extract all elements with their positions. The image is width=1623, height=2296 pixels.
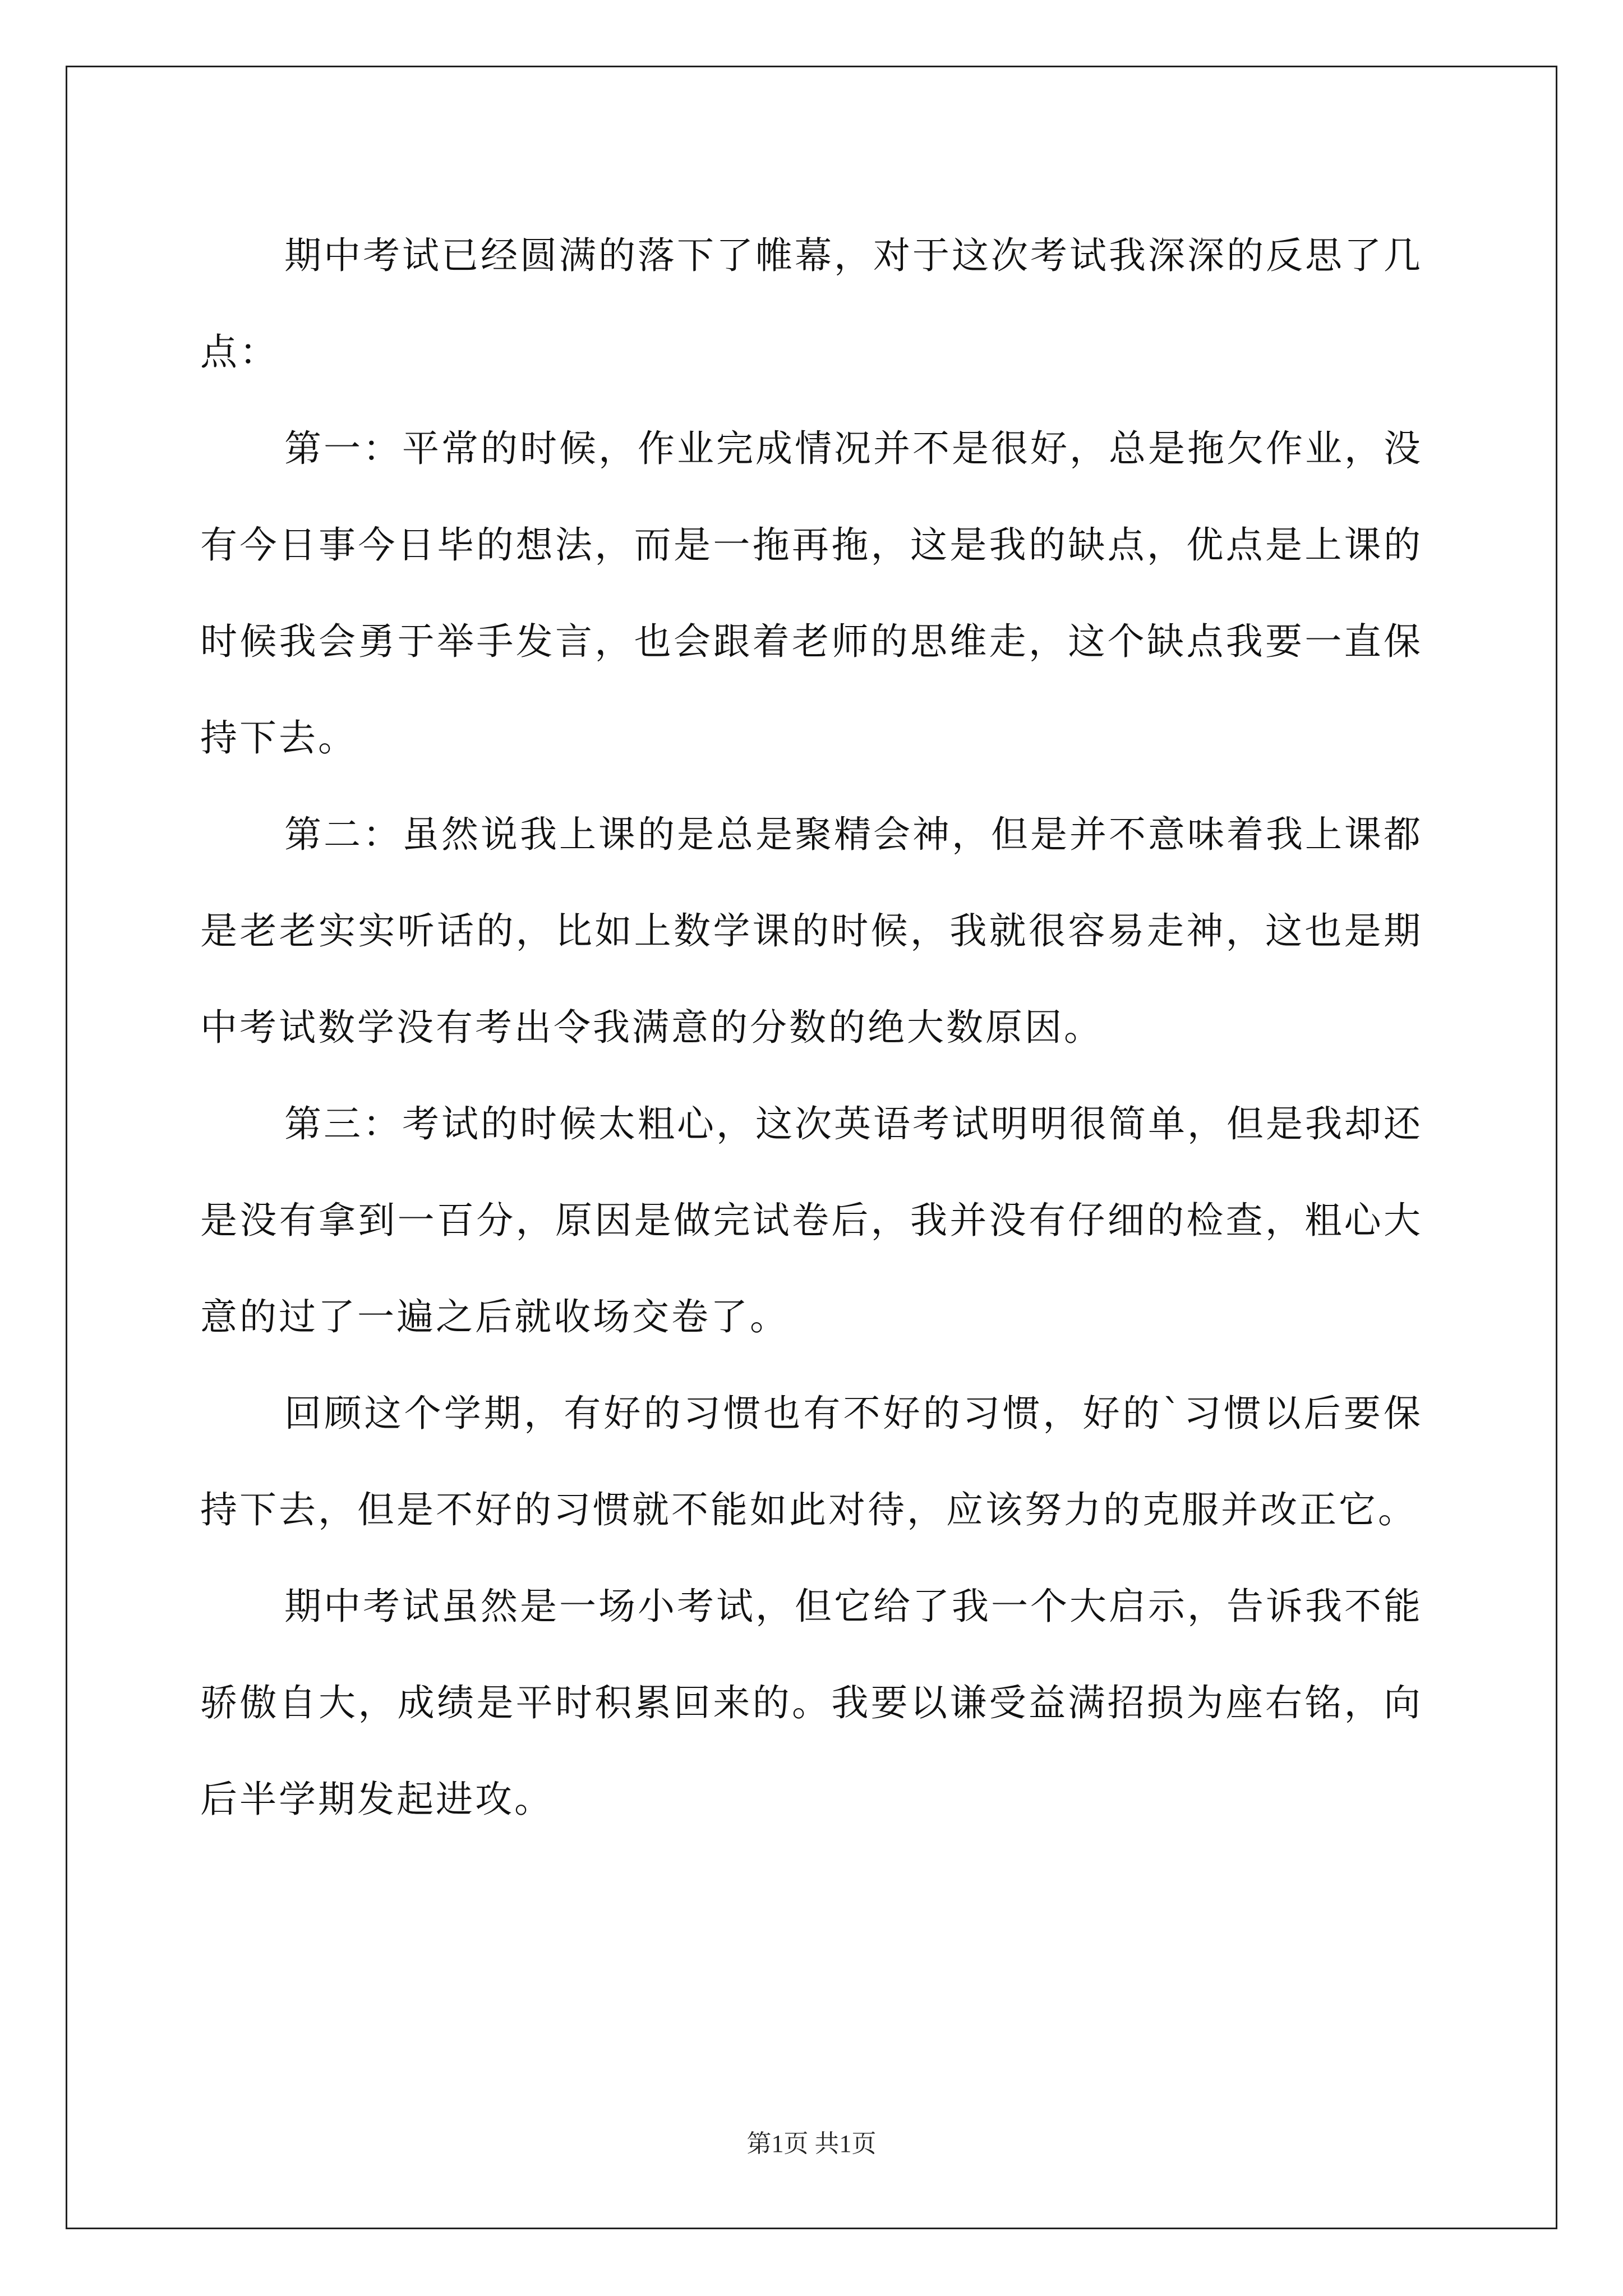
document-body: [200, 208, 1423, 1848]
paragraph-6: 期中考试虽然是一场小考试，但它给了我一个大启示，告诉我不能骄傲自大，成绩是平时积累回来的。我要以谦受益满招损为座右铭，向后半学期发起进攻。: [200, 1585, 1423, 1821]
paragraph-1: 期中考试已经圆满的落下了帷幕，对于这次考试我深深的反思了几点：: [200, 234, 1423, 374]
paragraph-3: 第二：虽然说我上课的是总是聚精会神，但是并不意味着我上课都是老老实实听话的，比如上数学课的时候，我就很容易走神，这也是期中考试数学没有考出令我满意的分数的绝大数原因。: [200, 813, 1423, 1049]
paragraph-4: 第三：考试的时候太粗心，这次英语考试明明很简单，但是我却还是没有拿到一百分，原因是做完试卷后，我并没有仔细的检查，粗心大意的过了一遍之后就收场交卷了。: [200, 1102, 1423, 1338]
paragraph-5: 回顾这个学期，有好的习惯也有不好的习惯，好的`习惯以后要保持下去，但是不好的习惯就不能如此对待，应该努力的克服并改正它。: [200, 1392, 1423, 1531]
paragraph-2: 第一：平常的时候，作业完成情况并不是很好，总是拖欠作业，没有今日事今日毕的想法，而是一拖再拖，这是我的缺点，优点是上课的时候我会勇于举手发言，也会跟着老师的思维走，这个缺点我要一直保持下去。: [200, 427, 1423, 760]
page-footer: 第1页 共1页: [746, 2130, 877, 2157]
